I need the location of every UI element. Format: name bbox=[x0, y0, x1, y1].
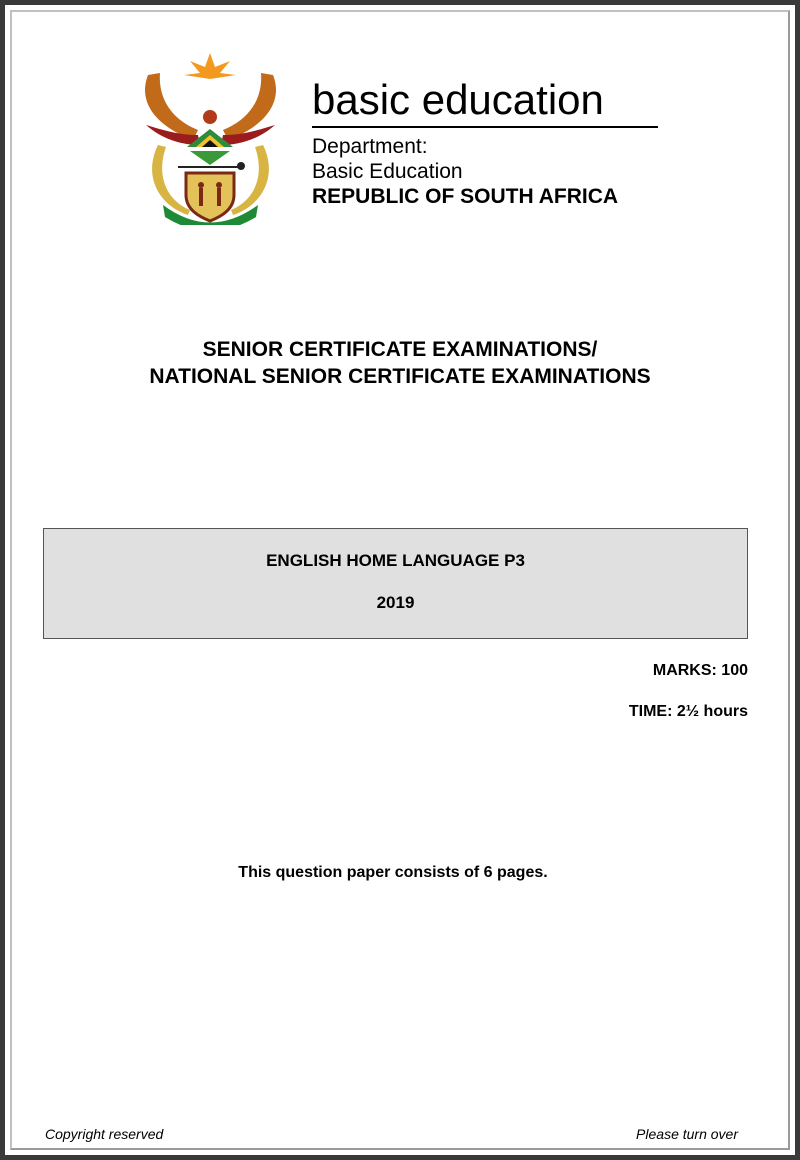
brand-name: basic education bbox=[312, 76, 604, 123]
paper-year: 2019 bbox=[376, 593, 415, 612]
coat-of-arms-logo bbox=[138, 45, 283, 225]
footer-copyright: Copyright reserved bbox=[45, 1126, 164, 1142]
time-text: TIME: 2½ hours bbox=[628, 703, 748, 720]
exam-title bbox=[0, 336, 800, 390]
department-name: Basic Education bbox=[312, 160, 463, 183]
department-label: Department: bbox=[312, 135, 428, 158]
footer-turn-over: Please turn over bbox=[636, 1126, 738, 1142]
paper-info-box bbox=[43, 528, 748, 639]
department-brand bbox=[312, 76, 658, 209]
page-count-note: This question paper consists of 6 pages. bbox=[238, 864, 548, 881]
exam-title-line1: SENIOR CERTIFICATE EXAMINATIONS/ bbox=[202, 338, 598, 361]
country-name: REPUBLIC OF SOUTH AFRICA bbox=[312, 185, 619, 208]
exam-title-line2: NATIONAL SENIOR CERTIFICATE EXAMINATIONS bbox=[149, 365, 651, 388]
paper-subject: ENGLISH HOME LANGUAGE P3 bbox=[266, 551, 525, 570]
marks-text: MARKS: 100 bbox=[652, 662, 748, 679]
brand-rule bbox=[312, 126, 658, 128]
